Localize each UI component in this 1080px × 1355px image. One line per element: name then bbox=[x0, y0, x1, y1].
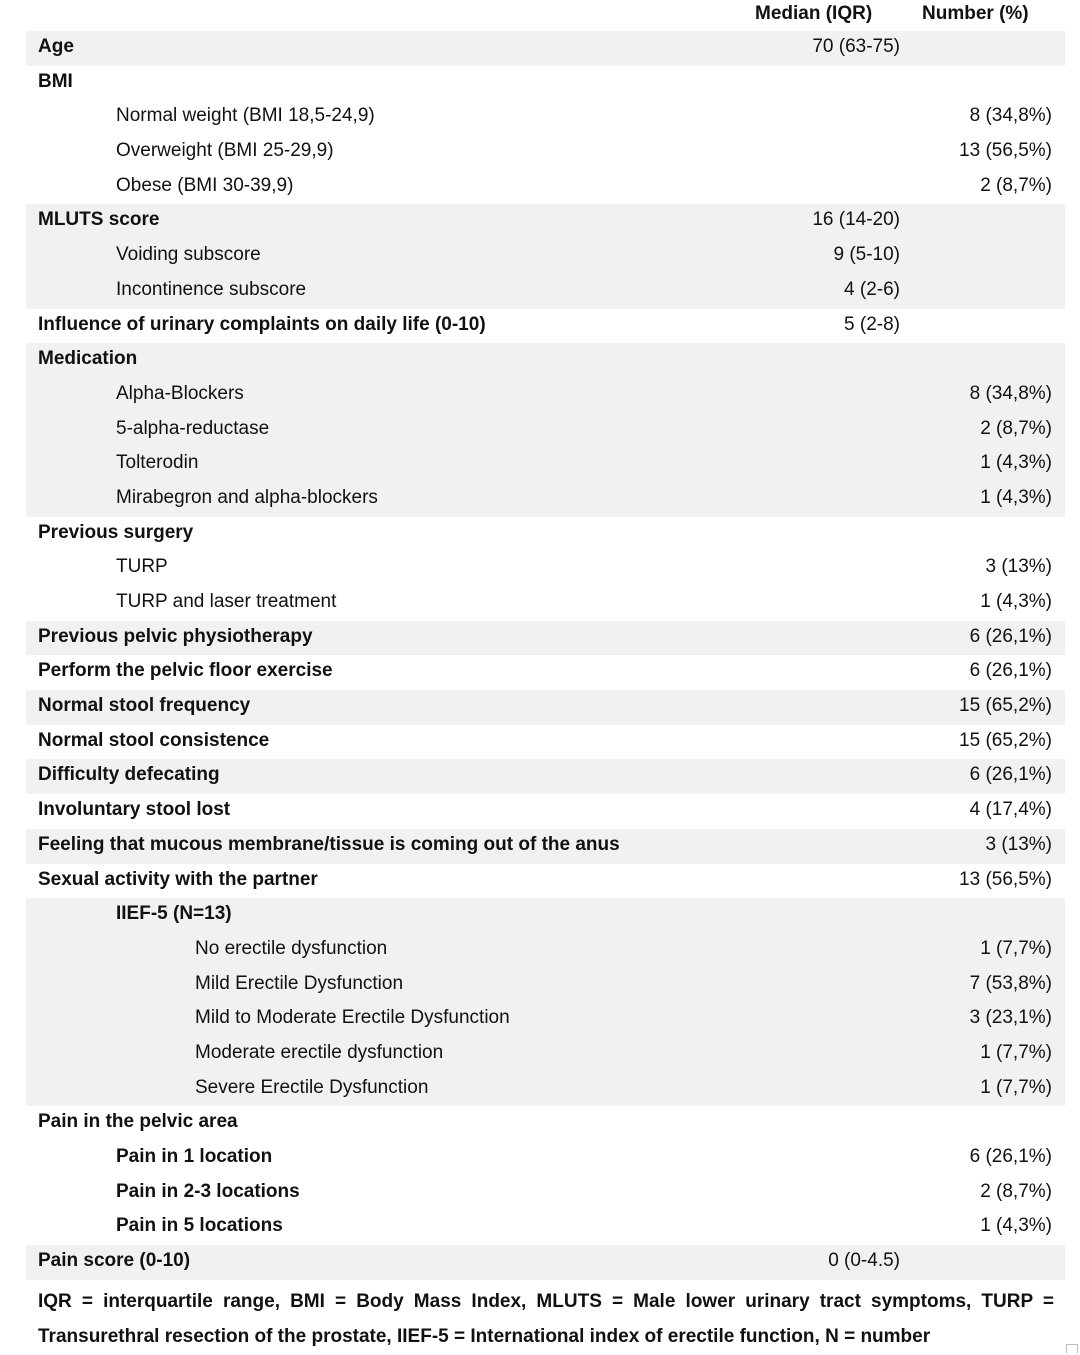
table-row bbox=[26, 1245, 1065, 1280]
row-number: 1 (4,3%) bbox=[980, 452, 1052, 474]
row-number: 2 (8,7%) bbox=[980, 174, 1052, 196]
row-label: 5-alpha-reductase bbox=[116, 417, 270, 439]
table-row bbox=[26, 517, 1065, 552]
table-row bbox=[26, 170, 1065, 205]
row-number: 1 (7,7%) bbox=[980, 937, 1052, 959]
row-number: 8 (34,8%) bbox=[969, 382, 1052, 404]
row-label: Sexual activity with the partner bbox=[38, 868, 318, 890]
row-label: MLUTS score bbox=[38, 209, 160, 231]
row-label: Alpha-Blockers bbox=[116, 382, 244, 404]
table-row bbox=[26, 655, 1065, 690]
table-footnote: IQR = interquartile range, BMI = Body Mass Index, MLUTS = Male lower urinary tract symptoms, TURP = Transurethral resection of the prostate, IIEF-5 = International index of erectile function, N = number bbox=[38, 1290, 1054, 1347]
row-label: Previous surgery bbox=[38, 521, 194, 543]
table-row bbox=[26, 1002, 1065, 1037]
table-row bbox=[26, 1141, 1065, 1176]
row-label: Tolterodin bbox=[116, 452, 199, 474]
row-number: 6 (26,1%) bbox=[969, 764, 1052, 786]
row-number: 6 (26,1%) bbox=[969, 660, 1052, 682]
row-label: Normal stool frequency bbox=[38, 695, 251, 717]
row-number: 15 (65,2%) bbox=[959, 695, 1052, 717]
table-row bbox=[26, 759, 1065, 794]
row-label: Obese (BMI 30-39,9) bbox=[116, 174, 294, 196]
table-row bbox=[26, 1106, 1065, 1141]
row-number: 3 (13%) bbox=[985, 556, 1052, 578]
row-label: Mirabegron and alpha-blockers bbox=[116, 486, 378, 508]
table-row bbox=[26, 135, 1065, 170]
row-label: Difficulty defecating bbox=[38, 764, 220, 786]
row-label: Normal weight (BMI 18,5-24,9) bbox=[116, 105, 375, 127]
table-row bbox=[26, 933, 1065, 968]
table-row bbox=[26, 413, 1065, 448]
table-row bbox=[26, 794, 1065, 829]
table-row bbox=[26, 378, 1065, 413]
row-number: 1 (4,3%) bbox=[980, 591, 1052, 612]
row-label: Age bbox=[38, 36, 74, 57]
row-label: Severe Erectile Dysfunction bbox=[195, 1076, 429, 1098]
row-label: Pain in 2-3 locations bbox=[116, 1180, 300, 1202]
row-number: 8 (34,8%) bbox=[969, 105, 1052, 127]
row-label: Mild Erectile Dysfunction bbox=[195, 972, 404, 994]
table-row bbox=[26, 447, 1065, 482]
row-number: 1 (7,7%) bbox=[980, 1076, 1052, 1098]
corner-mark bbox=[1066, 1344, 1078, 1353]
table-header bbox=[0, 0, 1080, 31]
row-number: 13 (56,5%) bbox=[959, 140, 1052, 162]
row-label: Involuntary stool lost bbox=[38, 799, 231, 821]
row-label: Normal stool consistence bbox=[38, 729, 270, 751]
table-row bbox=[26, 31, 1065, 66]
row-number: 15 (65,2%) bbox=[959, 729, 1052, 751]
row-number: 7 (53,8%) bbox=[969, 972, 1052, 994]
table-row bbox=[26, 1072, 1065, 1107]
row-label: Perform the pelvic floor exercise bbox=[38, 660, 333, 682]
table-row bbox=[26, 551, 1065, 586]
table-row bbox=[26, 898, 1065, 933]
row-label: Previous pelvic physiotherapy bbox=[38, 625, 313, 647]
row-number: 2 (8,7%) bbox=[980, 417, 1052, 439]
table-row bbox=[26, 1037, 1065, 1072]
row-median: 4 (2-6) bbox=[844, 278, 900, 300]
table-row bbox=[26, 690, 1065, 725]
row-median: 16 (14-20) bbox=[812, 209, 900, 231]
row-label: IIEF-5 (N=13) bbox=[116, 903, 232, 925]
row-label: BMI bbox=[38, 70, 73, 92]
row-label: Medication bbox=[38, 348, 138, 370]
table-row bbox=[26, 968, 1065, 1003]
row-label: Overweight (BMI 25-29,9) bbox=[116, 140, 334, 162]
row-label: Incontinence subscore bbox=[116, 278, 307, 300]
number-percent-header: Number (%) bbox=[922, 3, 1029, 24]
row-label: Pain score (0-10) bbox=[38, 1250, 191, 1272]
row-number: 6 (26,1%) bbox=[969, 1146, 1052, 1167]
row-label: No erectile dysfunction bbox=[195, 937, 388, 959]
table-row bbox=[26, 725, 1065, 760]
table-row bbox=[26, 66, 1065, 101]
row-median: 9 (5-10) bbox=[833, 244, 900, 266]
median-iqr-header: Median (IQR) bbox=[755, 3, 873, 24]
table-row bbox=[26, 829, 1065, 864]
row-number: 1 (7,7%) bbox=[980, 1041, 1052, 1063]
table-row bbox=[26, 100, 1065, 135]
row-label: Influence of urinary complaints on daily life (0-10) bbox=[38, 313, 486, 335]
row-number: 4 (17,4%) bbox=[969, 799, 1052, 821]
row-median: 70 (63-75) bbox=[812, 36, 900, 57]
table-row bbox=[26, 1176, 1065, 1211]
row-number: 2 (8,7%) bbox=[980, 1180, 1052, 1202]
row-number: 1 (4,3%) bbox=[980, 486, 1052, 508]
row-number: 6 (26,1%) bbox=[969, 625, 1052, 647]
row-number: 3 (23,1%) bbox=[969, 1007, 1052, 1029]
row-label: Voiding subscore bbox=[116, 244, 261, 266]
table-row bbox=[26, 204, 1065, 239]
table-row bbox=[26, 864, 1065, 899]
row-median: 0 (0-4.5) bbox=[828, 1250, 900, 1272]
row-label: TURP bbox=[116, 556, 168, 578]
row-median: 5 (2-8) bbox=[844, 313, 900, 335]
table-row bbox=[26, 482, 1065, 517]
table-body bbox=[26, 31, 1065, 1280]
table-row bbox=[26, 621, 1065, 656]
table-row bbox=[26, 343, 1065, 378]
row-label: Moderate erectile dysfunction bbox=[195, 1041, 444, 1063]
table-row bbox=[26, 586, 1065, 621]
row-number: 3 (13%) bbox=[985, 833, 1052, 855]
row-label: Pain in 1 location bbox=[116, 1146, 273, 1167]
row-label: Pain in the pelvic area bbox=[38, 1111, 238, 1133]
row-label: TURP and laser treatment bbox=[116, 591, 337, 612]
table-row bbox=[26, 1210, 1065, 1245]
row-label: Feeling that mucous membrane/tissue is coming out of the anus bbox=[38, 833, 620, 855]
row-label: Mild to Moderate Erectile Dysfunction bbox=[195, 1007, 510, 1029]
table-row bbox=[26, 239, 1065, 274]
row-number: 13 (56,5%) bbox=[959, 868, 1052, 890]
row-label: Pain in 5 locations bbox=[116, 1215, 283, 1237]
table-row bbox=[26, 274, 1065, 309]
row-number: 1 (4,3%) bbox=[980, 1215, 1052, 1237]
table-row bbox=[26, 309, 1065, 344]
